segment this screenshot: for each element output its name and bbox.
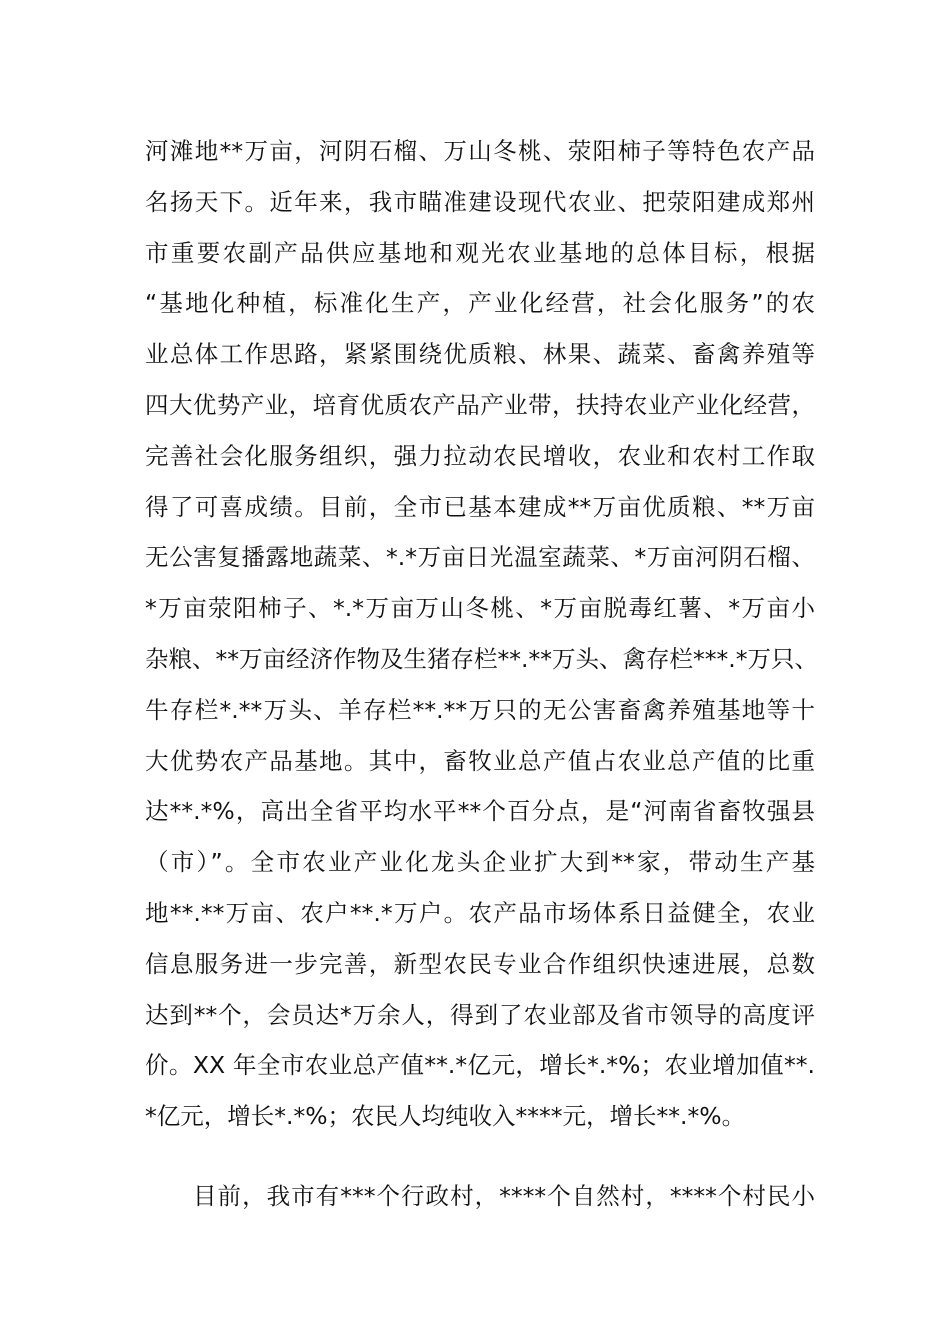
text-line: 业总体工作思路，紧紧围绕优质粮、林果、蔬菜、畜禽养殖等 — [145, 340, 815, 369]
text-line: 达**.*%，高出全省平均水平**个百分点，是“河南省畜牧强县 — [145, 797, 815, 826]
text-line: 完善社会化服务组织，强力拉动农民增收，农业和农村工作取 — [145, 441, 815, 470]
text-line-last: *亿元，增长*.*%；农民人均纯收入****元，增长**.*%。 — [145, 1102, 746, 1131]
text-line: 价。XX 年全市农业总产值**.*亿元，增长*.*%；农业增加值**. — [145, 1051, 815, 1080]
text-line: 河滩地**万亩，河阴石榴、万山冬桃、荥阳柿子等特色农产品 — [145, 137, 815, 165]
text-line: 地**.**万亩、农户**.*万户。农产品市场体系日益健全，农业 — [145, 898, 815, 927]
text-line: 无公害复播露地蔬菜、*.*万亩日光温室蔬菜、*万亩河阴石榴、 — [145, 543, 815, 572]
text-line: 名扬天下。近年来，我市瞄准建设现代农业、把荥阳建成郑州 — [145, 187, 815, 216]
paragraph-village-count — [145, 1171, 815, 1222]
text-line: 市重要农副产品供应基地和观光农业基地的总体目标，根据 — [145, 238, 815, 267]
text-line: 牛存栏*.**万头、羊存栏**.**万只的无公害畜禽养殖基地等十 — [145, 695, 815, 724]
text-line: （市）”。全市农业产业化龙头企业扩大到**家，带动生产基 — [145, 848, 815, 877]
text-line: 四大优势产业，培育优质农产品产业带，扶持农业产业化经营， — [145, 390, 815, 419]
text-line: 杂粮、**万亩经济作物及生猪存栏**.**万头、禽存栏***.*万只、 — [145, 644, 818, 673]
text-line: 达到**个，会员达*万余人，得到了农业部及省市领导的高度评 — [145, 1000, 815, 1029]
text-line: 大优势农产品基地。其中，畜牧业总产值占农业总产值的比重 — [145, 746, 815, 775]
text-line: “基地化种植，标准化生产，产业化经营，社会化服务”的农 — [145, 289, 815, 318]
text-line: *万亩荥阳柿子、*.*万亩万山冬桃、*万亩脱毒红薯、*万亩小 — [145, 594, 815, 623]
text-line: 信息服务进一步完善，新型农民专业合作组织快速进展，总数 — [145, 949, 815, 978]
text-line-first: 目前，我市有***个行政村，****个自然村，****个村民小 — [193, 1182, 815, 1210]
text-line: 得了可喜成绩。目前，全市已基本建成**万亩优质粮、**万亩 — [145, 492, 815, 521]
paragraph-agriculture-overview — [145, 126, 818, 1142]
